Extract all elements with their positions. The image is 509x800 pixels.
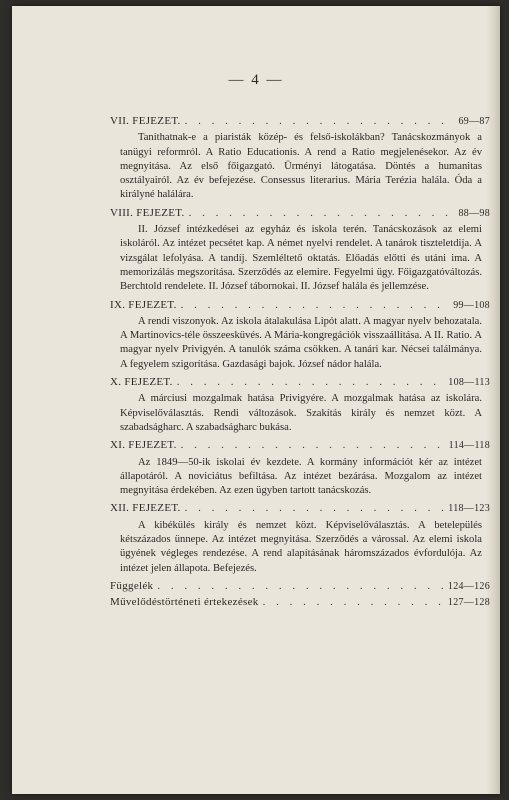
dot-leader: [157, 579, 444, 593]
toc-entry: [110, 298, 490, 372]
page-range: 108—113: [448, 377, 490, 389]
toc-entry-heading: [110, 114, 490, 129]
toc-entry: [110, 595, 490, 610]
dot-leader: [185, 114, 455, 128]
toc-entry-heading: [110, 501, 490, 516]
chapter-title: VIII. FEJEZET.: [110, 206, 185, 219]
book-page: [12, 6, 500, 794]
toc-entry: [110, 579, 490, 594]
toc-entry-heading: [110, 438, 490, 453]
toc-entry-heading: [110, 206, 490, 221]
toc-entry-heading: [110, 579, 490, 594]
chapter-summary: A rendi viszonyok. Az iskola átalakulása Lipót alatt. A magyar nyelv behozatala. A Martinovics-téle összeesküvés. A Mária-kongregációk visszaállítása. A II. Ratio. A magyar nyelv Privigyén. A tanulók száma csökken. A tanári kar. Nécsei találmánya. A fegyelem szigorítása. Gazdasági bajok. József nádor halála.: [120, 315, 482, 370]
chapter-title: X. FEJEZET.: [110, 376, 173, 389]
toc-entry: [110, 501, 490, 575]
chapter-title: Művelődéstörténeti értekezések: [110, 596, 259, 609]
chapter-summary: A márciusi mozgalmak hatása Privigyére. A mozgalmak hatása az iskolára. Képviselőválasztás. Rendi változások. Szakítás király és nemzet közt. A szabadságharc. A szabadságharc bukása.: [120, 393, 482, 433]
dot-leader: [189, 206, 455, 220]
toc-entry: [110, 114, 490, 203]
dot-leader: [181, 438, 445, 452]
toc-entry-heading: [110, 298, 490, 313]
chapter-title: XI. FEJEZET.: [110, 439, 177, 452]
toc-entry-heading: [110, 375, 490, 390]
chapter-summary: Tanithatnak-e a piaristák közép- és felső-iskolákban? Tanácskozmányok a tanügyi reformról. A Ratio Educationis. A rend a Ratio megjelenésekor. Az év megnyitása. Az első főigazgató. Ürményi látogatása. Döntés a humanitas osztályairól. Az év befejezése. Consessus literarius. Mária Terézia halála. Óda a királyné halálára.: [120, 132, 482, 201]
table-of-contents: [110, 114, 490, 612]
page-range: 118—123: [448, 503, 490, 515]
chapter-title: Függelék: [110, 579, 154, 592]
page-range: 88—98: [458, 207, 490, 219]
page-range: 114—118: [448, 440, 490, 452]
chapter-summary: II. József intézkedései az egyház és iskola terén. Tanácskozások az elemi iskoláról. Az intézet pecsétet kap. A német nyelvi rendelet. A tanárok tiszteletdija. A vizsgálat lefolyása. A tandíj. Szemléltető oktatás. Előadás előtti és utáni ima. A memorizálás megszorítása. Szerződés az elemire. Fegyelmi ügy. Főigazgatóváltozás. Berchtold rendelete. II. József tábornokai. II. József halála és jellemzése.: [120, 224, 482, 293]
page-number: — 4 —: [228, 72, 284, 88]
chapter-title: IX. FEJEZET.: [110, 298, 177, 311]
dot-leader: [181, 298, 450, 312]
toc-entry: [110, 375, 490, 435]
dot-leader: [263, 595, 444, 609]
toc-entry-heading: [110, 595, 490, 610]
page-range: 69—87: [458, 116, 490, 127]
dot-leader: [177, 375, 445, 389]
toc-entry: [110, 206, 490, 295]
chapter-title: XII. FEJEZET.: [110, 502, 181, 515]
chapter-summary: Az 1849—50-ik iskolai év kezdete. A kormány információt kér az intézet állapotáról. A noviciátus befiltása. Az intézet bezárása. Mozgalom az intézet megnyitása érdekében. Az ezen ügyben tartott tanácskozás.: [120, 456, 482, 497]
page-range: 99—108: [453, 299, 490, 311]
dot-leader: [185, 501, 445, 515]
chapter-summary: A kibékülés király és nemzet közt. Képviselőválasztás. A betelepülés kétszázados ünnepe. Az intézet megnyitása. Szerződés a várossal. Az elemi iskola ügyének végleges rendezése. A rend alapításának háromszázados évfordulója. Az intézet jelen állapota. Befejezés.: [120, 519, 482, 574]
page-range: 127—128: [447, 597, 490, 609]
toc-entry: [110, 438, 490, 498]
chapter-title: VII. FEJEZET.: [110, 115, 181, 127]
page-range: 124—126: [447, 580, 490, 592]
